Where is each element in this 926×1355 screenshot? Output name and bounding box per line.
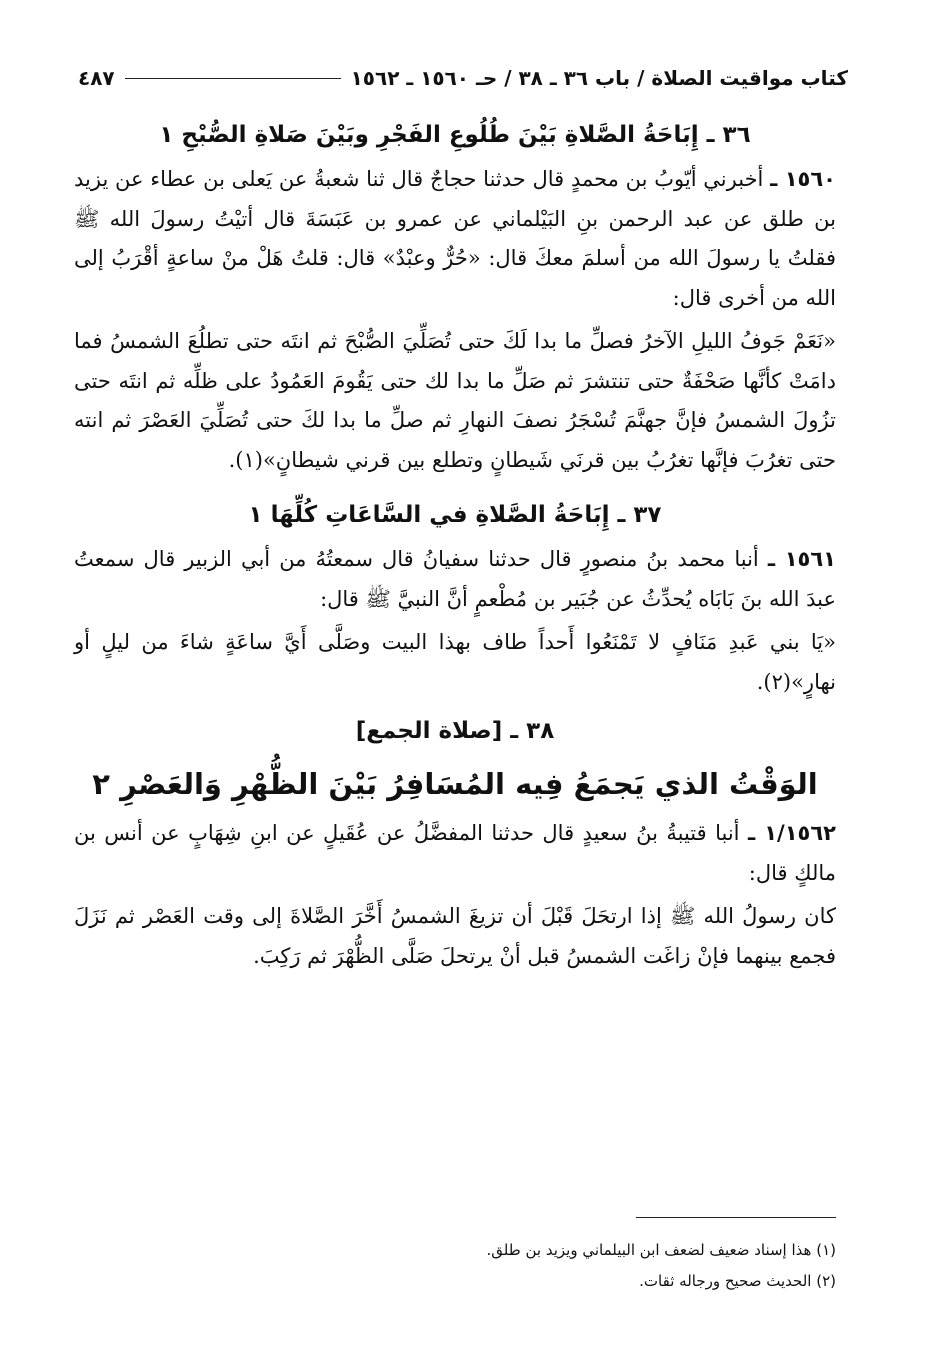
chapter-heading-38: ٣٨ ـ [صلاة الجمع] — [355, 718, 555, 744]
running-header — [78, 60, 848, 96]
hadith-1561-isnad — [74, 540, 836, 619]
hadith-1560-matn: «نَعَمْ جَوفُ الليلِ الآخرُ فصلِّ ما بدا لَكَ حتى تُصَلِّيَ الصُّبْحَ ثم انتَه حتى تطلُعَ الشمسُ فما دامَتْ كأنَّها صَحْفَةٌ حتى تنتشرَ ثم صَلِّ ما بدا لك حتى يَقُومَ العَمُودُ على ظلِّه ثم انتَه حتى تزُولَ الشمسُ فإنَّ جهنَّمَ تُسْجَرُ نصفَ النهارِ ثم صلِّ ما بدا لكَ حتى تُصَلِّيَ العَصْرَ ثم انته حتى تغرُبَ فإنَّها تغرُبُ بين قرنَي شَيطانٍ وتطلع بين قرني شيطانٍ»(١). — [74, 329, 836, 472]
footnotes — [74, 1235, 836, 1297]
footnote-1: (١) هذا إسناد ضعيف لضعف ابن البيلماني ويزيد بن طلق. — [486, 1241, 836, 1259]
chapter-heading-36: ٣٦ ـ إِبَاحَةُ الصَّلاةِ بَيْنَ طُلُوعِ الفَجْرِ وبَيْنَ صَلاةِ الصُّبْحِ ١ — [159, 122, 751, 148]
chapter-subheading-38: الوَقْتُ الذي يَجمَعُ فِيه المُسَافِرُ بَيْنَ الظُّهْرِ وَالعَصْرِ ٢ — [92, 767, 818, 801]
hadith-number: ١/١٥٦٢ ـ — [747, 821, 836, 845]
hadith-1561-matn: «يَا بني عَبدِ مَنَافٍ لا تَمْنَعُوا أَحداً طاف بهذا البيت وصَلَّى أَيَّ ساعَةٍ شاءَ من ليلٍ أو نهارٍ»(٢). — [74, 630, 836, 694]
hadith-number: ١٥٦١ ـ — [767, 547, 836, 571]
footnote-rule — [636, 1217, 836, 1218]
header-rule — [125, 78, 341, 79]
hadith-1562-isnad — [74, 814, 836, 893]
hadith-number: ١٥٦٠ ـ — [770, 167, 836, 191]
page-body — [74, 112, 836, 976]
running-title: كتاب مواقيت الصلاة / باب ٣٦ ـ ٣٨ / حـ ١٥٦٠ ـ ١٥٦٢ — [350, 66, 848, 90]
isnad-text: أنبا قتيبةُ بنُ سعيدٍ قال حدثنا المفضَّلُ عن عُقَيلٍ عن ابنِ شِهَابٍ عن أنس بن مالكٍ قال: — [74, 821, 836, 885]
hadith-1562-matn: كان رسولُ الله ﷺ إذا ارتحَلَ قَبْلَ أن تزيغَ الشمسُ أَخَّرَ الصَّلاةَ إلى وقت العَصْر ثم نَزَلَ فجمع بينهما فإنْ زاغَت الشمسُ قبل أنْ يرتحلَ صَلَّى الظُّهْرَ ثم رَكِبَ. — [74, 904, 836, 968]
isnad-text: أنبا محمد بنُ منصورٍ قال حدثنا سفيانُ قال سمعتُهُ من أبي الزبير قال سمعتُ عبدَ الله بنَ بَابَاه يُحدِّثُ عن جُبَير بن مُطْعمٍ أنَّ النبيَّ ﷺ قال: — [74, 547, 836, 611]
isnad-text: أخبرني أيّوبُ بن محمدٍ قال حدثنا حجاجٌ قال ثنا شعبةُ عن يَعلى بن عطاء عن يزيد بن طلق عن عبد الرحمن بنِ البَيْلماني عن عمرو بن عَبَسَةَ قال أتيْتُ رسولَ الله ﷺ فقلتُ يا رسولَ الله من أسلمَ معكَ قال: «حُرٌّ وعبْدٌ» قال: قلتُ هَلْ منْ ساعةٍ أقْرَبُ إلى الله من أخرى قال: — [74, 167, 836, 310]
page-number: ٤٨٧ — [78, 66, 115, 90]
footnote-2: (٢) الحديث صحيح ورجاله ثقات. — [639, 1272, 836, 1290]
chapter-heading-37: ٣٧ ـ إِبَاحَةُ الصَّلاةِ في السَّاعَاتِ كُلِّهَا ١ — [248, 502, 662, 528]
hadith-1560-isnad — [74, 160, 836, 318]
